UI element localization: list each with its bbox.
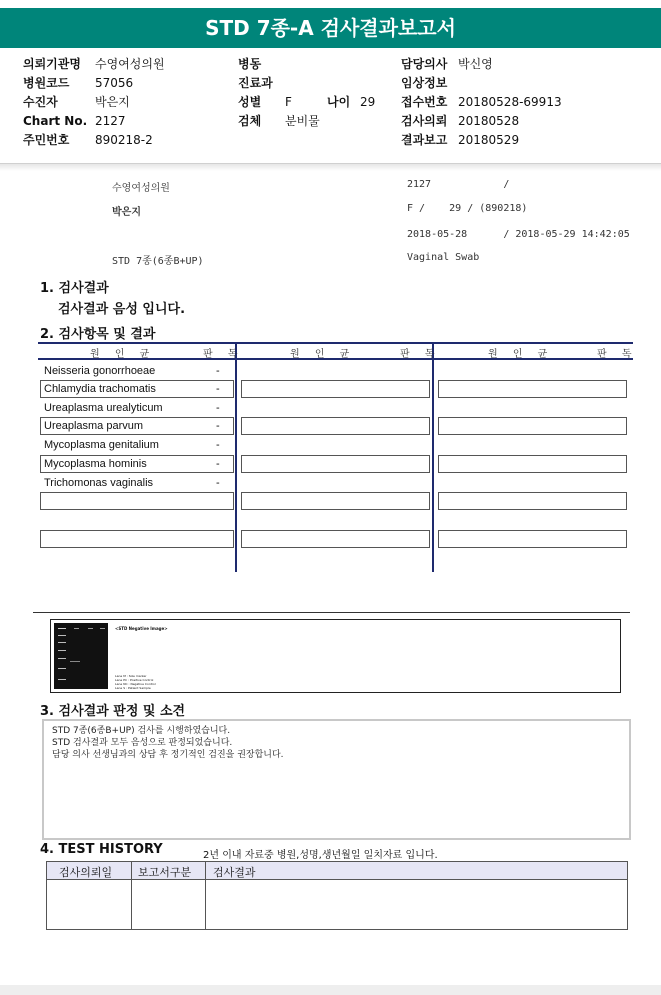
label-report-date: 결과보고 bbox=[401, 133, 448, 147]
row-box bbox=[438, 380, 627, 398]
history-col-request-date: 검사의뢰일 bbox=[59, 866, 113, 879]
label-receipt-no: 접수번호 bbox=[401, 95, 448, 109]
header-divider bbox=[0, 163, 661, 171]
row-box bbox=[241, 455, 430, 473]
header-col-2 bbox=[238, 55, 388, 131]
item-result: - bbox=[216, 477, 220, 489]
item-result: - bbox=[216, 383, 220, 395]
col-header-judge-3: 판 독 bbox=[597, 349, 638, 360]
value-age: 29 bbox=[360, 95, 376, 109]
opinion-box bbox=[42, 719, 631, 840]
item-name: Chlamydia trachomatis bbox=[44, 383, 156, 395]
row-box bbox=[438, 530, 627, 548]
history-body bbox=[46, 879, 628, 930]
value-hospital-code: 57056 bbox=[95, 76, 134, 90]
item-result: - bbox=[216, 458, 220, 470]
history-header bbox=[46, 861, 628, 880]
value-specimen: 분비물 bbox=[285, 114, 320, 128]
row-box bbox=[438, 417, 627, 435]
history-col-report-type: 보고서구분 bbox=[138, 866, 192, 879]
table-col-divider-2 bbox=[432, 342, 434, 572]
label-department: 진료과 bbox=[238, 76, 273, 90]
info-hospital: 수영여성의원 bbox=[112, 183, 170, 194]
value-chart-no: 2127 bbox=[95, 114, 126, 128]
report-title: STD 7종-A 검사결과보고서 bbox=[0, 8, 661, 48]
row-box bbox=[438, 455, 627, 473]
label-resident-no: 주민번호 bbox=[23, 133, 70, 147]
label-hospital-code: 병원코드 bbox=[23, 76, 70, 90]
section1-result: 검사결과 음성 입니다. bbox=[58, 302, 186, 317]
label-sex: 성별 bbox=[238, 95, 262, 109]
item-result: - bbox=[216, 439, 220, 451]
section1-title: 1. 검사결과 bbox=[40, 281, 109, 296]
row-box bbox=[241, 530, 430, 548]
label-age: 나이 bbox=[327, 95, 351, 109]
gel-legend-item: Lane S : Patient Sample bbox=[115, 686, 151, 690]
section4-note: 2년 이내 자료중 병원,성명,생년월일 일치자료 입니다. bbox=[203, 850, 438, 861]
gel-image bbox=[54, 623, 108, 689]
value-doctor: 박신영 bbox=[458, 57, 493, 71]
footer-bar bbox=[0, 985, 661, 995]
item-result: - bbox=[216, 420, 220, 432]
table-top-rule bbox=[38, 342, 633, 344]
value-receipt-no: 20180528-69913 bbox=[458, 95, 562, 109]
value-institution: 수영여성의원 bbox=[95, 57, 165, 71]
item-result: - bbox=[216, 365, 220, 377]
label-ward: 병동 bbox=[238, 57, 262, 71]
label-specimen: 검체 bbox=[238, 114, 262, 128]
gel-legend-item: Lane M : Size marker bbox=[115, 674, 147, 678]
item-name: Ureaplasma urealyticum bbox=[44, 402, 163, 414]
info-patient: 박은지 bbox=[112, 207, 141, 218]
info-dates: 2018-05-28 / 2018-05-29 14:42:05 bbox=[407, 229, 630, 240]
label-patient: 수진자 bbox=[23, 95, 58, 109]
value-report-date: 20180529 bbox=[458, 133, 520, 147]
col-header-judge-1: 판 독 bbox=[203, 349, 244, 360]
opinion-line: 담당 의사 선생님과의 상담 후 정기적인 검진을 권장합니다. bbox=[52, 750, 284, 760]
row-box bbox=[241, 492, 430, 510]
info-specimen: Vaginal Swab bbox=[407, 252, 480, 263]
col-header-pathogen-2: 원 인 균 bbox=[290, 349, 356, 360]
header-col-3 bbox=[401, 55, 641, 150]
section3-title: 3. 검사결과 판정 및 소견 bbox=[40, 704, 186, 719]
value-resident-no: 890218-2 bbox=[95, 133, 153, 147]
gel-legend-item: Lane PC : Positive Control bbox=[115, 678, 154, 682]
table-col-divider-1 bbox=[235, 342, 237, 572]
item-name: Trichomonas vaginalis bbox=[44, 477, 154, 489]
row-box bbox=[241, 380, 430, 398]
opinion-line: STD 7종(6종B+UP) 검사를 시행하였습니다. bbox=[52, 726, 231, 736]
item-result: - bbox=[216, 402, 220, 414]
value-request-date: 20180528 bbox=[458, 114, 520, 128]
col-header-pathogen-1: 원 인 균 bbox=[90, 349, 156, 360]
opinion-line: STD 검사결과 모두 음성으로 판정되었습니다. bbox=[52, 738, 233, 748]
label-doctor: 담당의사 bbox=[401, 57, 448, 71]
row-box bbox=[438, 492, 627, 510]
section-divider bbox=[33, 612, 630, 613]
gel-image-frame bbox=[50, 619, 621, 693]
value-patient: 박은지 bbox=[95, 95, 130, 109]
gel-legend-item: Lane NC : Negative Control bbox=[115, 682, 156, 686]
row-box bbox=[241, 417, 430, 435]
info-sex-age: F / 29 / (890218) bbox=[407, 203, 528, 214]
section4-title: 4. TEST HISTORY bbox=[40, 842, 163, 857]
info-chart: 2127 / bbox=[407, 179, 510, 190]
history-col-result: 검사결과 bbox=[213, 866, 256, 879]
section2-title: 2. 검사항목 및 결과 bbox=[40, 327, 156, 342]
value-sex: F bbox=[285, 95, 292, 109]
row-box bbox=[40, 530, 234, 548]
gel-legend bbox=[115, 674, 156, 690]
row-box bbox=[40, 492, 234, 510]
gel-caption: <STD Negative Image> bbox=[115, 626, 168, 631]
label-clinical-info: 임상정보 bbox=[401, 76, 448, 90]
label-chart-no: Chart No. bbox=[23, 114, 88, 128]
label-institution: 의뢰기관명 bbox=[23, 57, 81, 71]
item-name: Mycoplasma genitalium bbox=[44, 439, 159, 451]
info-test: STD 7종(6종B+UP) bbox=[112, 256, 204, 267]
col-header-judge-2: 판 독 bbox=[400, 349, 441, 360]
header-col-1 bbox=[23, 55, 223, 150]
col-header-pathogen-3: 원 인 균 bbox=[488, 349, 554, 360]
item-name: Neisseria gonorrhoeae bbox=[44, 365, 156, 377]
item-name: Ureaplasma parvum bbox=[44, 420, 144, 432]
item-name: Mycoplasma hominis bbox=[44, 458, 147, 470]
label-request-date: 검사의뢰 bbox=[401, 114, 448, 128]
